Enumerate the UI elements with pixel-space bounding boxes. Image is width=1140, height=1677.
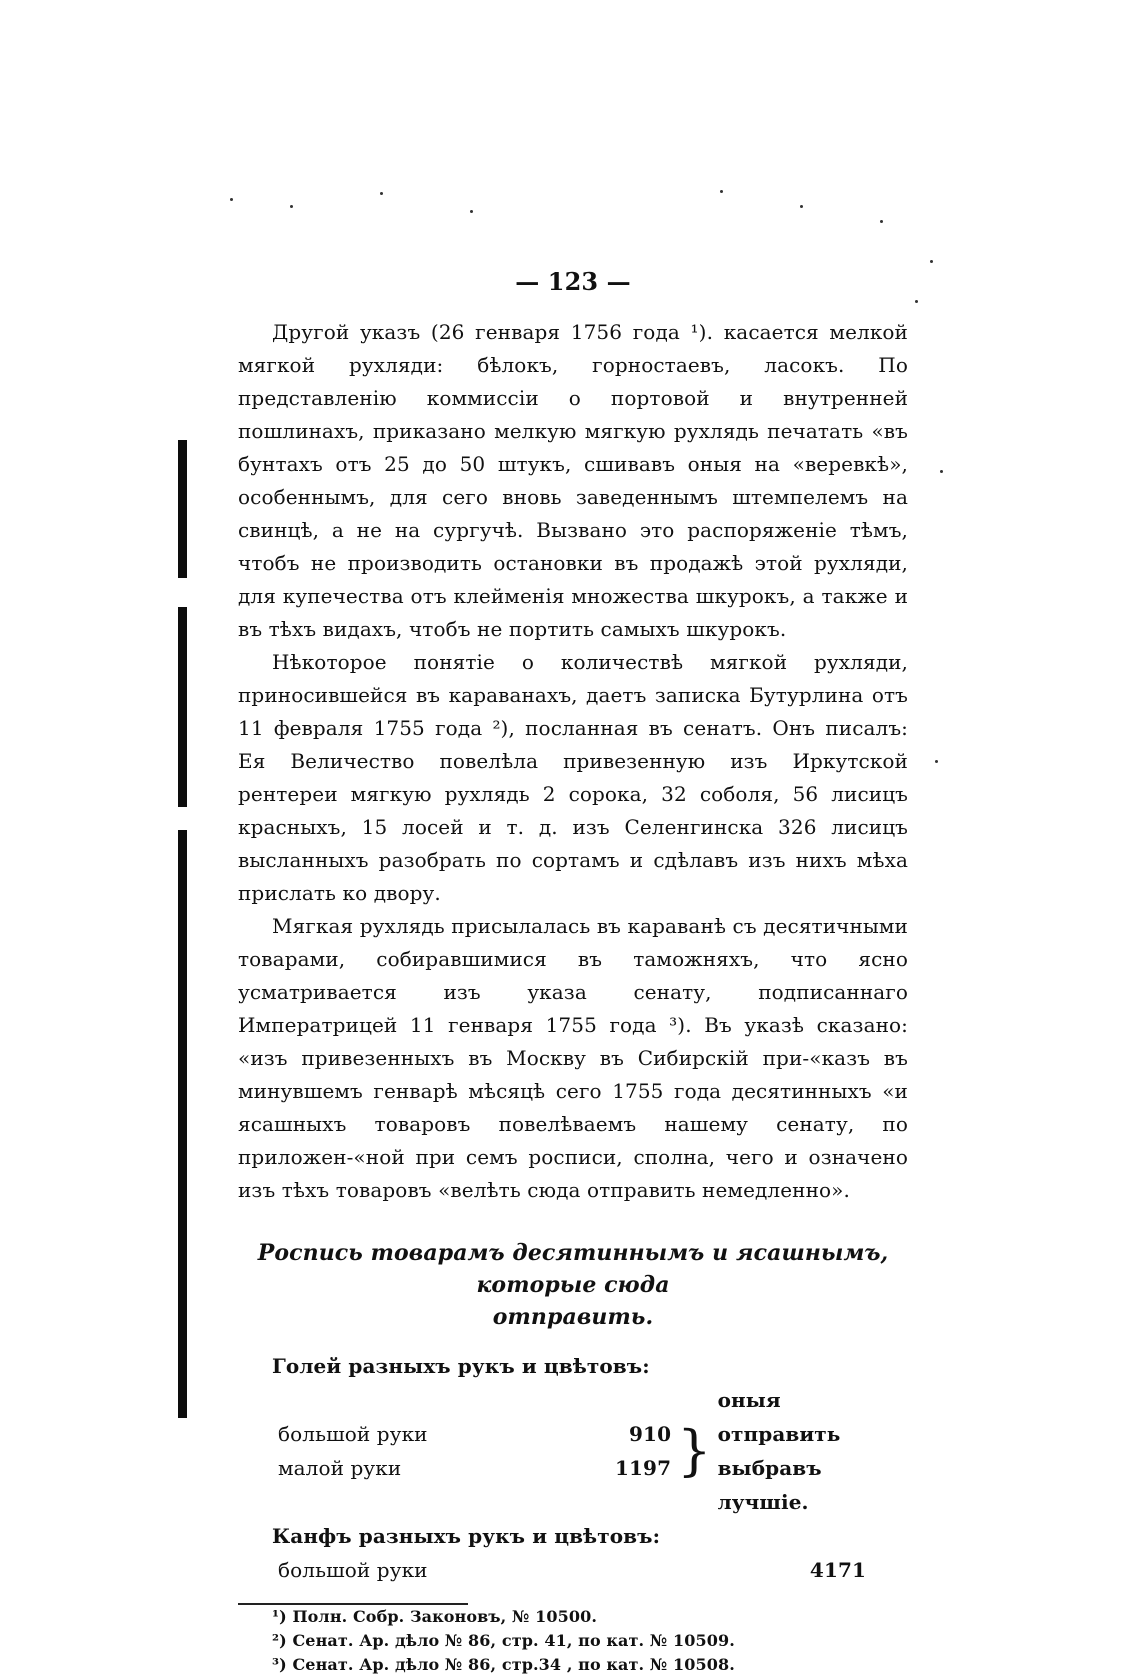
footnote-text: Полн. Собр. Законовъ, № 10500.	[292, 1607, 598, 1626]
footnote-mark: ¹)	[272, 1607, 287, 1626]
paragraph-1: Другой указъ (26 генваря 1756 года ¹). касается мелкой мягкой рухляди: бѣлокъ, горностаевъ, ласокъ. По представленію коммиссіи о портовой и внутренней пошлинахъ, приказано мелкую мягкую рухлядь печатать «въ бунтахъ отъ 25 до 50 штукъ, сшивавъ оныя на «веревкѣ», особеннымъ, для сего вновь заведеннымъ штемпелемъ на свинцѣ, а не на сургучѣ. Вызвано это распоряженіе тѣмъ, чтобъ не производить остановки въ продажѣ этой рухляди, для купечества отъ клейменія множества шкурокъ, а также и въ тѣхъ видахъ, чтобъ не портить самыхъ шкурокъ.	[238, 320, 908, 641]
footnote-2	[238, 1629, 908, 1653]
row-label: большой руки	[278, 1558, 428, 1582]
scan-speck	[800, 205, 803, 208]
list-item	[238, 1417, 671, 1451]
footnote-text: Сенат. Ар. дѣло № 86, стр.34 , по кат. № 10508.	[292, 1655, 735, 1674]
scan-speck	[915, 300, 918, 303]
row-label: большой руки	[278, 1422, 428, 1446]
scan-speck	[880, 220, 883, 223]
scan-speck	[470, 210, 473, 213]
heading-line-1: Роспись товарамъ десятиннымъ и ясашнымъ, которые сюда	[257, 1240, 889, 1298]
footnote-mark: ³)	[272, 1655, 287, 1674]
scan-speck	[230, 198, 233, 201]
section-heading	[238, 1237, 908, 1333]
paragraph-2: Нѣкоторое понятіе о количествѣ мягкой рухляди, приносившейся въ караванахъ, даетъ записка Бутурлина отъ 11 февраля 1755 года ²), посланная въ сенатъ. Онъ писалъ: Ея Величество повелѣла привезенную изъ Иркутской рентереи мягкую рухлядь 2 сорока, 32 соболя, 56 лисицъ красныхъ, 15 лосей и т. д. изъ Селенгинска 326 лисицъ высланныхъ разобрать по сортамъ и сдѣлавъ изъ нихъ мѣха прислать ко двору.	[238, 650, 908, 905]
row-value: 1197	[615, 1456, 672, 1480]
golei-note	[718, 1383, 908, 1519]
document-page	[238, 265, 908, 1677]
scan-edge-bar	[178, 830, 187, 1418]
scan-speck	[940, 470, 943, 473]
footnote-mark: ²)	[272, 1631, 287, 1650]
page-number: — 123 —	[515, 267, 631, 296]
footnote-text: Сенат. Ар. дѣло № 86, стр. 41, по кат. № 10509.	[292, 1631, 735, 1650]
scan-speck	[930, 260, 933, 263]
footnote-3	[238, 1653, 908, 1677]
note-line-2: выбравъ лучшіе.	[717, 1456, 822, 1514]
note-line-1: оныя отправить	[717, 1388, 841, 1446]
scan-edge-bar	[178, 607, 187, 807]
golei-title: Голей разныхъ рукъ и цвѣтовъ:	[272, 1354, 650, 1378]
list-item	[238, 1451, 671, 1485]
scan-speck	[290, 205, 293, 208]
kanf-group	[238, 1553, 866, 1587]
golei-group	[238, 1383, 908, 1519]
row-value: 910	[629, 1422, 672, 1446]
heading-line-2: отправить.	[492, 1304, 654, 1330]
goods-list	[238, 1349, 908, 1587]
scan-speck	[935, 760, 938, 763]
kanf-title: Канфъ разныхъ рукъ и цвѣтовъ:	[272, 1524, 661, 1548]
scan-speck	[720, 190, 723, 193]
paragraph-3: Мягкая рухлядь присылалась въ караванѣ съ десятичными товарами, собиравшимися въ таможняхъ, что ясно усматривается изъ указа сенату, подписаннаго Императрицей 11 генваря 1755 года ³). Въ указѣ сказано: «изъ привезенныхъ въ Москву въ Сибирскій при-«казъ въ минувшемъ генварѣ мѣсяцѣ сего 1755 года десятинныхъ «и ясашныхъ товаровъ повелѣваемъ нашему сенату, по приложен-«ной при семъ росписи, сполна, чего и означено изъ тѣхъ товаровъ «велѣть сюда отправить немедленно».	[238, 914, 908, 1202]
list-item	[238, 1553, 866, 1587]
scan-edge-bar	[178, 440, 187, 578]
brace-icon: }	[677, 1419, 712, 1482]
row-label: малой руки	[278, 1456, 402, 1480]
scan-speck	[380, 192, 383, 195]
footnote-1	[238, 1605, 908, 1629]
row-value: 4171	[809, 1558, 866, 1582]
